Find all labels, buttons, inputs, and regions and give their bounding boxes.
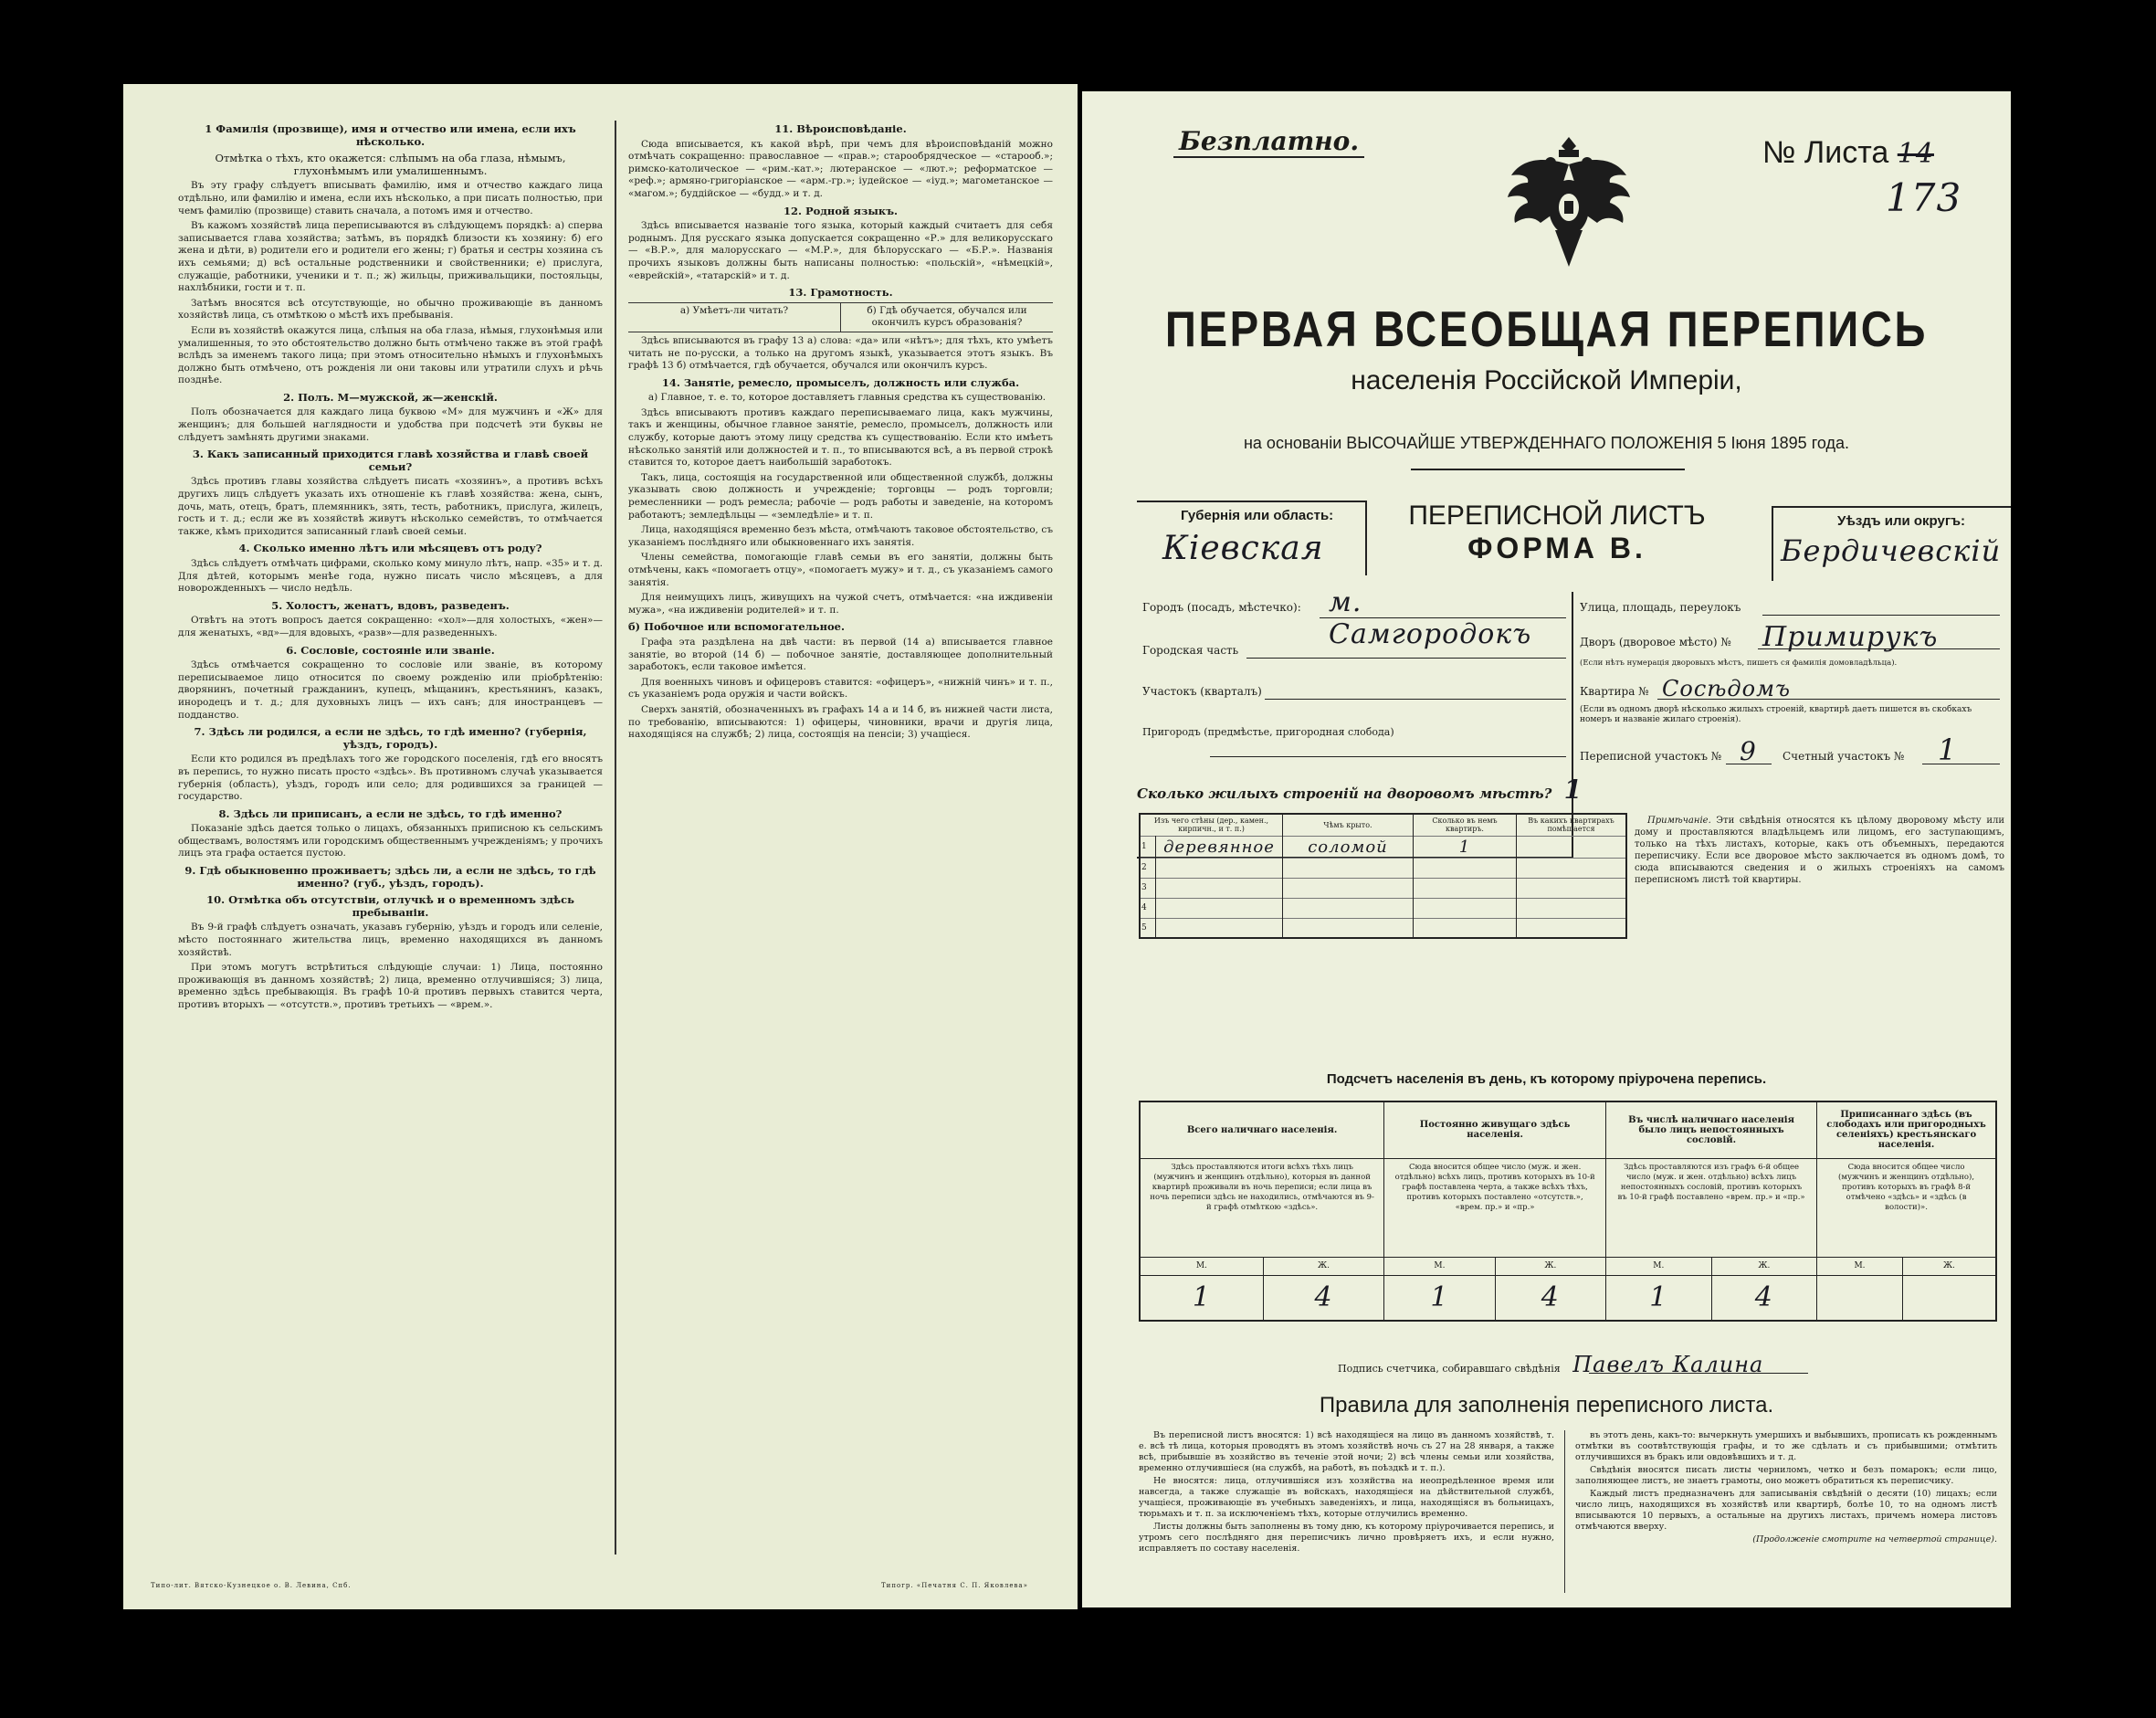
district-value[interactable]: Бердичевскій <box>1781 533 2002 568</box>
tally-title: Подсчетъ населенія въ день, къ которому пріурочена перепись. <box>1326 1071 1767 1087</box>
signature-line <box>1589 1373 1808 1374</box>
instructions-column-2 <box>628 119 1053 1544</box>
tally-male-value[interactable] <box>1817 1275 1903 1321</box>
signature-value[interactable]: Павелъ Калина <box>1572 1352 1764 1377</box>
census-area-label: Переписной участокъ № <box>1580 750 1722 763</box>
street-label: Улица, площадь, переулокъ <box>1580 601 1741 614</box>
printer-note-left: Типо-лит. Вятско-Кузнецкое о. В. Левина, Спб. <box>151 1582 352 1589</box>
section-heading: 13. Грамотность. <box>788 286 893 300</box>
suburb-label: Пригородъ (предмѣстье, пригородная слобода) <box>1142 726 1394 738</box>
city-line <box>1320 617 1566 618</box>
apt-label: Квартира № <box>1580 685 1649 698</box>
buildings-cell[interactable]: 1 <box>1414 836 1517 858</box>
buildings-row-number: 4 <box>1140 898 1156 918</box>
street-line <box>1762 615 2000 616</box>
form-title <box>1374 501 1740 565</box>
paragraph: Отвѣтъ на этотъ вопросъ дается сокращенно: «хол»—для холостыхъ, «жен»—для женатыхъ, «вд»—для вдовыхъ, «разв»—для разведенныхъ. <box>178 615 603 638</box>
paragraph: Графа эта раздѣлена на двѣ части: въ первой (14 а) вписывается главное занятіе, во второй (14 б) — побочное занятіе, доставляющее дополнительный заработокъ, если таковое имѣется. <box>628 636 1053 673</box>
section-heading: 12. Родной языкъ. <box>783 204 899 217</box>
double-eagle-emblem <box>1500 130 1637 276</box>
buildings-cell[interactable]: соломой <box>1283 836 1414 858</box>
column-divider <box>615 121 616 1555</box>
signature-label: Подпись счетчика, собиравшаго свѣдѣнія <box>1338 1363 1561 1375</box>
yard-label: Дворъ (дворовое мѣсто) № <box>1580 636 1731 648</box>
paragraph: Если кто родился въ предѣлахъ того же городского поселенія, гдѣ его вносятъ въ перепись, то нужно писать просто «здѣсь». Въ противномъ случаѣ указывается губернія (область), уѣздъ, городъ или село; для родившихся за границей — государство. <box>178 754 603 803</box>
buildings-cell[interactable] <box>1283 858 1414 878</box>
printer-note-right: Типогр. «Печатня С. П. Яковлева» <box>881 1582 1028 1589</box>
yard-note: (Если нѣтъ нумерація дворовыхъ мѣстъ, пишетъ ся фамилія домовладѣльца). <box>1580 659 1898 668</box>
buildings-row-number: 3 <box>1140 878 1156 898</box>
buildings-cell[interactable] <box>1156 898 1283 918</box>
section-heading: 11. Вѣроисповѣданіе. <box>774 122 907 135</box>
section-heading: 6. Сословіе, состояніе или званіе. <box>286 643 495 657</box>
paragraph: а) Главное, т. е. то, которое доставляетъ главныя средства къ существованію. <box>647 392 1046 404</box>
rules-paragraph: въ этотъ день, какъ-то: вычеркнуть умершихъ и выбывшихъ, прописать къ рожденнымъ отмѣтки въ соотвѣтствующія графы, и то же сдѣлать и съ прибывшими; отмѣтить отлучившихся въ бракъ или овдовѣвшихъ и т. д. <box>1575 1430 1997 1462</box>
buildings-value[interactable]: 1 <box>1563 775 1583 805</box>
col1-subheading: Отмѣтка о тѣхъ, кто окажется: слѣпымъ на оба глаза, нѣмымъ, глухонѣмымъ или умалишеннымъ. <box>215 152 566 177</box>
rules-column-left <box>1139 1430 1554 1595</box>
tally-female-value[interactable]: 4 <box>1263 1275 1383 1321</box>
province-label: Губернія или область: <box>1181 508 1334 523</box>
buildings-cell[interactable] <box>1517 898 1627 918</box>
paragraph: Здѣсь слѣдуетъ отмѣчать цифрами, сколько кому минуло лѣтъ, напр. «35» и т. д. Для дѣтей, которымъ менѣе года, нужно писать число мѣсяцевъ, а для новорожденныхъ — число недѣль. <box>178 558 603 595</box>
buildings-row <box>1140 898 1626 918</box>
tally-male-header: М. <box>1384 1257 1495 1275</box>
section-heading: 3. Какъ записанный приходится главѣ хозяйства и главѣ своей семьи? <box>192 448 589 473</box>
paragraph: При этомъ могутъ встрѣтиться слѣдующіе случаи: 1) Лица, постоянно проживающія въ данномъ хозяйствѣ; 2) лица, временно отлучившіяся; 3) лица, временно здѣсь пребывающія. Въ графѣ 10-й противъ первыхъ ставится черта, противъ вторыхъ — «отсутств.», противъ третьихъ — «врем.». <box>178 962 603 1010</box>
tally-gender-row <box>1140 1257 1996 1275</box>
section-heading: б) Побочное или вспомогательное. <box>628 620 845 634</box>
apt-line <box>1657 699 2000 700</box>
area-line <box>1265 699 1566 700</box>
buildings-cell[interactable] <box>1414 858 1517 878</box>
paragraph: Здѣсь отмѣчается сокращенно то сословіе или званіе, въ которому переписываемое лицо относится по своему рожденію или пріобрѣтенію: дворянинъ, почетный гражданинъ, купецъ, мѣщанинъ, крестьянинъ, казакъ, инородецъ и т. д.; для духовныхъ лицъ — ихъ санъ; для иностранцевъ — подданство. <box>178 659 603 721</box>
buildings-note <box>1635 815 2004 886</box>
buildings-cell[interactable] <box>1283 918 1414 938</box>
paragraph: Такъ, лица, состоящія на государственной или общественной службѣ, должны указывать свою должность и учрежденіе; торговцы — родъ торговли; ремесленники — родъ ремесла; рабочіе — родъ работы и заведеніе, на которомъ работаютъ; земледѣльцы — «земледѣліе» и т. п. <box>628 471 1053 521</box>
rules-column-right <box>1575 1430 1997 1595</box>
tally-header-estates: Въ числѣ наличнаго населенія было лицъ непостоянныхъ сословій. <box>1606 1101 1817 1158</box>
buildings-cell[interactable] <box>1517 918 1627 938</box>
tally-header-permanent: Постоянно живущаго здѣсь населенія. <box>1384 1101 1606 1158</box>
rules-paragraph: Каждый листъ предназначенъ для записыванія свѣдѣній о десяти (10) лицахъ; если число лицъ, находящихся въ хозяйствѣ или квартирѣ, болѣе 10, то на одномъ листѣ вписываются 10 первыхъ, а остальные на другихъ листахъ, причемъ номера листовъ отмѣчаются вверху. <box>1575 1489 1997 1532</box>
buildings-row <box>1140 878 1626 898</box>
section-heading: 8. Здѣсь ли приписанъ, а если не здѣсь, то гдѣ именно? <box>218 806 563 820</box>
literacy-a: а) Умѣетъ-ли читать? <box>628 303 841 332</box>
form-title-line-2: ФОРМА В. <box>1467 532 1646 564</box>
right-page <box>1082 91 2011 1607</box>
buildings-cell[interactable]: деревянное <box>1156 836 1283 858</box>
census-area-value[interactable]: 9 <box>1740 736 1757 766</box>
buildings-header-roof: Чѣмъ крыто. <box>1283 814 1414 836</box>
buildings-header-apartments: Сколько въ немъ квартиръ. <box>1414 814 1517 836</box>
census-title: ПЕРВАЯ ВСЕОБЩАЯ ПЕРЕПИСЬ <box>1164 300 1929 357</box>
instructions-column-1 <box>178 119 603 1544</box>
province-value[interactable]: Кіевская <box>1162 530 1324 567</box>
tally-female-header: Ж. <box>1902 1257 1996 1275</box>
tally-male-value[interactable]: 1 <box>1140 1275 1263 1321</box>
tally-table <box>1139 1101 1997 1322</box>
section-heading: 2. Полъ. М—мужской, ж—женскій. <box>283 390 498 404</box>
paragraph: Для неимущихъ лицъ, живущихъ на чужой счетъ, отмѣчается: «на иждивеніи мужа», «на иждивеніи родителей» и т. п. <box>628 592 1053 616</box>
buildings-header-which: Въ какихъ квартирахъ помѣщается <box>1528 817 1614 834</box>
tally-desc-present: Здѣсь проставляются итоги всѣхъ тѣхъ лицъ (мужчинъ и женщинъ отдѣльно), которыя въ данной квартирѣ проживали въ ночь переписи; если лица въ ночь переписи здѣсь не находились, отмѣчаются въ 9-й графѣ отмѣткою «здѣсь». <box>1140 1158 1384 1257</box>
count-area-label: Счетный участокъ № <box>1783 750 1905 763</box>
buildings-cell[interactable] <box>1156 858 1283 878</box>
area-label: Участокъ (кварталъ) <box>1142 685 1262 698</box>
paragraph: Лица, находящіяся временно безъ мѣста, отмѣчаютъ таковое обстоятельство, съ указаніемъ послѣдняго или обыкновеннаго ихъ занятія. <box>628 524 1053 548</box>
section-heading: 5. Холостъ, женатъ, вдовъ, разведенъ. <box>271 598 510 612</box>
buildings-row <box>1140 918 1626 938</box>
section-heading: 7. Здѣсь ли родился, а если не здѣсь, то гдѣ именно? (губернія, уѣздъ, городъ). <box>194 725 587 751</box>
buildings-table <box>1139 813 1627 939</box>
tally-female-header: Ж. <box>1495 1257 1605 1275</box>
census-subtitle: населенія Россійской Имперіи, <box>1351 365 1742 395</box>
sheet-number-label <box>1762 135 1934 171</box>
tally-female-value[interactable]: 4 <box>1711 1275 1817 1321</box>
buildings-cell[interactable] <box>1414 878 1517 898</box>
tally-male-header: М. <box>1606 1257 1712 1275</box>
yard-value[interactable]: Примирукъ <box>1762 621 1939 653</box>
paragraph: Здѣсь противъ главы хозяйства слѣдуетъ писать «хозяинъ», а противъ всѣхъ другихъ лицъ слѣдуетъ указать ихъ отношеніе къ главѣ хозяйства: жена, сынъ, дочь, мать, отецъ, братъ, племянникъ, зять, тесть, работникъ, прислуга, жилецъ, гость и т. д.; если же въ хозяйствѣ живутъ нѣсколько семействъ, то отмѣчается также, кѣмъ приходится записанный главѣ своей семьи. <box>178 476 603 537</box>
rules-continued-note: (Продолженіе смотрите на четвертой странице). <box>1752 1534 1997 1544</box>
province-box <box>1137 501 1367 575</box>
city-part-line <box>1246 658 1566 659</box>
suburb-line <box>1210 756 1566 757</box>
buildings-cell[interactable] <box>1156 918 1283 938</box>
decree-line: на основаніи ВЫСОЧАЙШЕ УТВЕРЖДЕННАГО ПОЛОЖЕНІЯ 5 Іюня 1895 года. <box>1243 434 1849 452</box>
buildings-cell[interactable] <box>1517 878 1627 898</box>
col1-heading: 1 Фамилія (прозвище), имя и отчество или имена, если ихъ нѣсколько. <box>205 122 576 148</box>
buildings-cell[interactable] <box>1517 836 1627 858</box>
buildings-cell[interactable] <box>1156 878 1283 898</box>
free-label: Безплатно. <box>1173 126 1364 158</box>
tally-male-header: М. <box>1140 1257 1263 1275</box>
tally-female-value[interactable] <box>1902 1275 1996 1321</box>
apt-note: (Если въ одномъ дворѣ нѣсколько жилыхъ строеній, квартирѣ даетъ пишется въ скобкахъ номеръ и названіе жилаго строенія). <box>1580 705 1972 724</box>
paragraph: Члены семейства, помогающіе главѣ семьи въ его занятіи, должны быть отмѣчены, какъ «помогаетъ отцу», «помогаетъ мужу» и т. д., съ указаніемъ самого занятія. <box>628 552 1053 588</box>
buildings-cell[interactable] <box>1283 878 1414 898</box>
tally-female-header: Ж. <box>1711 1257 1817 1275</box>
paragraph: Для военныхъ чиновъ и офицеровъ ставится: «офицеръ», «нижній чинъ» и т. п., съ указаніемъ рода оружія и части войскъ. <box>628 676 1053 701</box>
buildings-row-number: 5 <box>1140 918 1156 938</box>
tally-female-header: Ж. <box>1263 1257 1383 1275</box>
district-label: Уѣздъ или округъ: <box>1837 513 1966 529</box>
yard-line <box>1758 648 2000 649</box>
buildings-cell[interactable] <box>1414 918 1517 938</box>
tally-header-present: Всего наличнаго населенія. <box>1140 1101 1384 1158</box>
paragraph: Въ 9-й графѣ слѣдуетъ означать, указавъ губернію, уѣздъ и городъ или селеніе, мѣсто постояннаго жительства лицъ, временно находящихся въ данномъ хозяйствѣ. <box>178 922 603 958</box>
title-rule <box>1411 469 1685 470</box>
buildings-cell[interactable] <box>1414 898 1517 918</box>
buildings-note-text: Эти свѣдѣнія относятся къ цѣлому дворовому мѣсту или дому и проставляются владѣльцемъ или лицомъ, его заступающимъ, только на тѣхъ листахъ, которые, какъ отъ объемныхъ, передаются переписчику. Если все дворовое мѣсто заключается въ одномъ домѣ, то сюда вписываются сведения и о жилыхъ строеніяхъ на самомъ переписномъ листѣ той квартиры. <box>1635 816 2005 885</box>
buildings-header-material: Изъ чего стѣны (дер., камен., кирпичн., и т. п.) <box>1140 814 1283 836</box>
section-heading: 10. Отмѣтка объ отсутствіи, отлучкѣ и о временномъ здѣсь пребываніи. <box>206 893 574 919</box>
tally-desc-permanent: Сюда вносится общее число (муж. и жен. отдѣльно) всѣхъ лицъ, противъ которыхъ въ 10-й графѣ поставлена черта, а также всѣхъ тѣхъ, противъ которыхъ поставлено «отсутств.», «врем. пр.» и «пр.» <box>1384 1158 1606 1257</box>
sheet-crossed-number: 14 <box>1897 138 1934 170</box>
buildings-row <box>1140 836 1626 858</box>
apt-value[interactable]: Сосѣдомъ <box>1662 676 1791 701</box>
section-heading: 9. Гдѣ обыкновенно проживаетъ; здѣсь ли, а если не здѣсь, то гдѣ именно? (губ., уѣздъ, городъ). <box>184 864 596 890</box>
tally-desc-peasants: Сюда вносится общее число (мужчинъ и женщинъ отдѣльно), противъ которыхъ въ графѣ 8-й отмѣчено «здѣсь» и «здѣсь (в волости)». <box>1817 1158 1996 1257</box>
rules-paragraph: Не вносятся: лица, отлучившіяся изъ хозяйства на неопредѣленное время или навсегда, а также служащіе въ войскахъ, находящіеся на дѣйствительной службѣ, учащіеся, проживающіе въ учебныхъ заведеніяхъ, и лица, находящіяся въ больницахъ, тюрьмахъ и т. п. за исключеніемъ тѣхъ, которые отлучились временно. <box>1139 1476 1554 1519</box>
paragraph: Здѣсь вписываются въ графу 13 а) слова: «да» или «нѣтъ»; для тѣхъ, кто умѣетъ читать не по-русски, а только на другомъ языкѣ, указывается этотъ языкъ. Въ графѣ 13 б) отмѣчается, гдѣ обучается, обучался или окончилъ курсъ. <box>628 334 1053 372</box>
section-heading: 4. Сколько именно лѣтъ или мѣсяцевъ отъ роду? <box>238 542 542 555</box>
paragraph: Полъ обозначается для каждаго лица буквою «М» для мужчинъ и «Ж» для женщинъ; для большей наглядности и удобства при подсчетѣ эти буквы не слѣдуетъ замѣнять другими знаками. <box>178 406 603 443</box>
literacy-subheads <box>628 302 1053 332</box>
buildings-row-number: 1 <box>1140 836 1156 858</box>
tally-male-header: М. <box>1817 1257 1903 1275</box>
rules-paragraph: Листы должны быть заполнены въ тому дню, къ которому пріурочивается перепись, и утромъ сего послѣдняго дня переписчикъ лично провѣряетъ ихъ, и если нужно, исправляетъ по составу населенія. <box>1139 1522 1554 1554</box>
buildings-cell[interactable] <box>1283 898 1414 918</box>
tally-values-row <box>1140 1275 1996 1321</box>
paragraph: Здѣсь вписываютъ противъ каждаго переписываемаго лица, какъ мужчины, такъ и женщины, обычное главное занятіе, ремесло, промыселъ, должность или службу, которые даютъ этому лицу средства къ существованію. Если кто имѣетъ нѣсколько занятій или должностей и т. п., то вписываются всѣ, а въ первой строкѣ ставится то, которое даетъ наибольшій заработокъ. <box>628 406 1053 469</box>
paragraph: Показаніе здѣсь дается только о лицахъ, обязанныхъ приписною къ сельскимъ обществамъ, волостямъ или городскимъ общественнымъ учрежденіямъ; у прочихъ лицъ эта графа остается пустою. <box>178 823 603 859</box>
buildings-cell[interactable] <box>1517 858 1627 878</box>
sheet-label: № Листа <box>1762 135 1889 170</box>
paragraph: Сверхъ занятій, обозначенныхъ въ графахъ 14 а и 14 б, въ нижней части листа, по требованію, вписываются: 1) офицеры, чиновники, врачи и другія лица, находящіяся на службѣ; 2) лица, состоящія на пенсіи; 3) учащіеся. <box>628 703 1053 741</box>
rules-title: Правила для заполненія переписного листа. <box>1319 1393 1774 1418</box>
city-value[interactable]: м. Самгородокъ <box>1329 586 1532 650</box>
sheet-number-handwritten: 173 <box>1886 175 1962 220</box>
buildings-table-body <box>1140 836 1626 938</box>
buildings-label: Сколько жилыхъ строеній на дворовомъ мѣстѣ? <box>1137 785 1552 802</box>
form-title-line-1: ПЕРЕПИСНОЙ ЛИСТЪ <box>1408 501 1706 531</box>
paragraph: Сюда вписывается, къ какой вѣрѣ, при чемъ для вѣроисповѣданій можно отмѣчать сокращенно: православное — «прав.»; старообрядческое — «старооб.»; римско-католическое — «рим.-кат.»; лютеранское — «лют.»; реформатское — «реф.»; армяно-григоріанское — «арм.-гр.»; іудейское — «іуд.»; магометанское — «магом.»; буддійское — «будд.» и т. д. <box>628 138 1053 199</box>
city-part-label: Городская часть <box>1142 644 1239 657</box>
city-label: Городъ (посадъ, мѣстечко): <box>1142 601 1301 614</box>
rules-paragraph: Свѣдѣнія вносятся писать листы черниломъ, четко и безъ помарокъ; если лицо, заполняющее листъ, не знаетъ грамоты, оно можетъ обратиться къ переписчику. <box>1575 1465 1997 1486</box>
buildings-row <box>1140 858 1626 878</box>
rules-divider <box>1564 1430 1565 1593</box>
paragraph: Въ эту графу слѣдуетъ вписывать фамилію, имя и отчество каждаго лица отдѣльно, или фамилію и имена, если ихъ нѣсколько, а при писать полностью, при чемъ фамилію (прозвище) ставить сначала, а потомъ имя и отчество. <box>178 180 603 216</box>
tally-male-value[interactable]: 1 <box>1384 1275 1495 1321</box>
buildings-row-number: 2 <box>1140 858 1156 878</box>
buildings-question <box>1137 775 1583 805</box>
tally-desc-estates: Здѣсь проставляются изъ графъ 6-й общее число (муж. и жен. отдѣльно) всѣхъ лицъ непостоянныхъ сословій, противъ которыхъ въ 10-й графѣ поставлено «врем. пр.» и «пр.» <box>1606 1158 1817 1257</box>
rules-paragraph: Въ переписной листъ вносятся: 1) всѣ находящіеся на лицо въ данномъ хозяйствѣ, т. е. всѣ тѣ лица, которыя проводятъ въ этомъ хозяйствѣ ночь съ 27 на 28 января, а также всѣ, прибывшіе въ хозяйство въ теченіе этой ночи; 2) всѣ члены семьи или хозяйства, временно отлучившіеся (на службѣ, на работѣ, въ поѣздкѣ и т. п.). <box>1139 1430 1554 1473</box>
tally-male-value[interactable]: 1 <box>1606 1275 1712 1321</box>
literacy-b: б) Гдѣ обучается, обучался или окончилъ курсъ образованія? <box>867 304 1027 329</box>
section-heading: 14. Занятіе, ремесло, промыселъ, должность или служба. <box>661 375 1020 389</box>
buildings-note-title: Примѣчаніе. <box>1647 816 1711 826</box>
district-box <box>1772 506 2011 581</box>
paragraph: Затѣмъ вносятся всѣ отсутствующіе, но обычно проживающіе въ данномъ хозяйствѣ лица, съ отмѣткою о мѣстѣ ихъ пребыванія. <box>178 297 603 321</box>
tally-header-peasants: Приписаннаго здѣсь (въ слободахъ или пригородныхъ селеніяхъ) крестьянскаго населенія. <box>1817 1101 1996 1158</box>
tally-female-value[interactable]: 4 <box>1495 1275 1605 1321</box>
count-area-value[interactable]: 1 <box>1938 733 1958 767</box>
paragraph: Въ кажомъ хозяйствѣ лица переписываются въ слѣдующемъ порядкѣ: а) сперва записывается глава хозяйства; затѣмъ, въ порядкѣ близости къ хозяину: б) его жена и дѣти, в) родители его и родители его жены; г) братья и сестры хозяина съ ихъ семьями; д) всѣ остальные родственники и свойственники; е) прислуга, служащіе, работники, ученики и т. п.; ж) жильцы, приживальщики, постояльцы, нахлѣбники, гости и т. п. <box>178 220 603 294</box>
left-page <box>123 84 1078 1609</box>
paragraph: Если въ хозяйствѣ окажутся лица, слѣпыя на оба глаза, нѣмыя, глухонѣмыя или умалишенныя, то это обстоятельство должно быть отмѣчено также въ этой графѣ вслѣдъ за именемъ такого лица; при этомъ относительно нѣмыхъ и глухонѣмыхъ должно быть отмѣчено, отъ рожденія ли они таковы или утратили слухъ и рѣчь позднѣе. <box>178 324 603 386</box>
paragraph: Здѣсь вписывается названіе того языка, который каждый считаетъ для себя роднымъ. Для русскаго языка допускается сокращенно «Р.» для великорусскаго — «В.Р.», для малорусскаго — «М.Р.», для бѣлорусскаго — «Б.Р.». Названія прочихъ языковъ должны быть написаны полностью: «польскій», «нѣмецкій», «еврейскій», «татарскій» и т. д. <box>628 220 1053 281</box>
